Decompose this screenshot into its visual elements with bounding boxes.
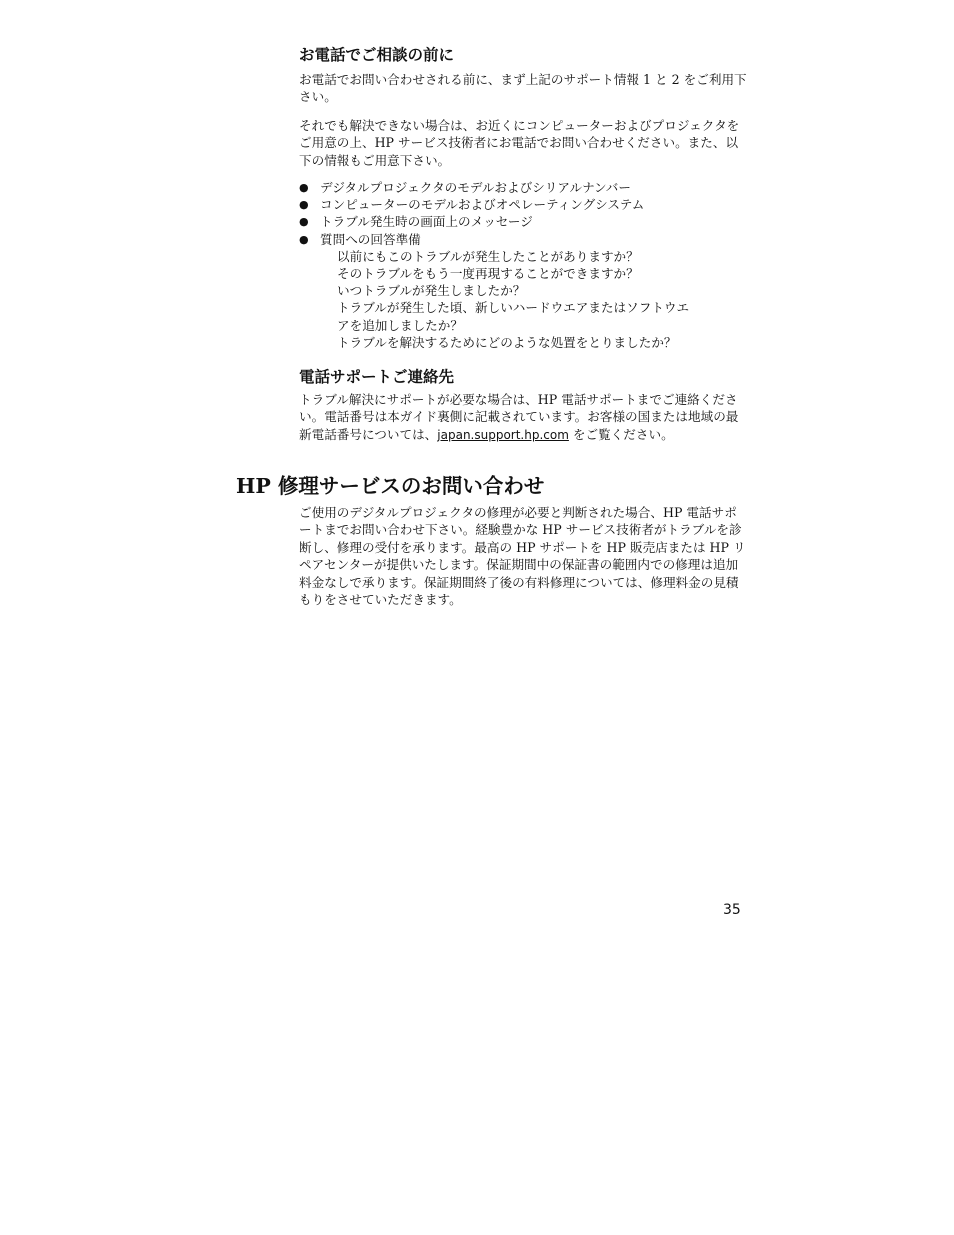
paragraph-support-info — [299, 71, 749, 106]
paragraph-phone-support-text: トラブル解決にサポートが必要な場合は、HP 電話サポートまでご連絡ください。電話番号は本ガイド裏側に記載されています。お客様の国または地域の最新電話番号については、japan.support.hp.com をご覧ください。 — [299, 392, 739, 442]
support-website-link[interactable]: japan.support.hp.com — [437, 427, 569, 442]
list-item: ● 質問への回答準備 — [299, 231, 421, 247]
heading-phone-support: 電話サポートご連絡先 — [299, 367, 455, 386]
question-item: トラブルを解決するためにどのような処置をとりましたか？ — [337, 334, 677, 350]
heading-repair-service: HP 修理サービスのお問い合わせ — [236, 474, 545, 498]
list-item: ● コンピューターのモデルおよびオペレーティングシステム — [299, 197, 645, 213]
question-item: いつトラブルが発生しましたか？ — [337, 283, 526, 299]
bullet-icon: ● — [299, 181, 309, 194]
paragraph-repair-service — [299, 504, 749, 608]
question-item: 以前にもこのトラブルが発生したことがありますか？ — [337, 248, 639, 264]
paragraph-phone-support — [299, 391, 749, 444]
paragraph-if-unresolved — [299, 117, 749, 169]
question-list — [299, 248, 749, 351]
list-item: ● デジタルプロジェクタのモデルおよびシリアルナンバー — [299, 180, 631, 195]
question-item: そのトラブルをもう一度再現することができますか？ — [337, 266, 639, 282]
question-item: アを追加しましたか？ — [337, 317, 463, 333]
question-item: トラブルが発生した頃、新しいハードウエアまたはソフトウエ — [337, 300, 690, 316]
bullet-icon: ● — [299, 215, 309, 229]
bullet-list-block — [299, 179, 749, 351]
info-bullet-list — [299, 179, 749, 248]
paragraph-repair-service-text: ご使用のデジタルプロジェクタの修理が必要と判断された場合、HP 電話サポートまでお問い合わせ下さい。経験豊かな HP サービス技術者がトラブルを診断し、修理の受付を承ります。最高の HP サポートを HP 販売店または HP リペアセンターが提供いたします。保証期間中の保証書の範囲内での修理は追加料金なしで承ります。保証期間終了後の有料修理については、修理料金の見積もりをさせていただきます。 — [299, 505, 746, 608]
bullet-icon: ● — [299, 232, 309, 246]
list-item: ● トラブル発生時の画面上のメッセージ — [299, 214, 533, 230]
bullet-icon: ● — [299, 198, 309, 212]
paragraph-support-info-text: お電話でお問い合わせされる前に、まず上記のサポート情報 1 と 2 をご利用下さい。 — [299, 72, 747, 105]
section-before-calling — [299, 45, 749, 65]
heading-before-calling: お電話でご相談の前に — [299, 45, 455, 64]
paragraph-if-unresolved-text: それでも解決できない場合は、お近くにコンピューターおよびプロジェクタをご用意の上、HP サービス技術者にお電話でお問い合わせください。また、以下の情報もご用意下さい。 — [299, 118, 740, 168]
page-number: 35 — [723, 902, 741, 918]
section-phone-support — [299, 367, 749, 387]
